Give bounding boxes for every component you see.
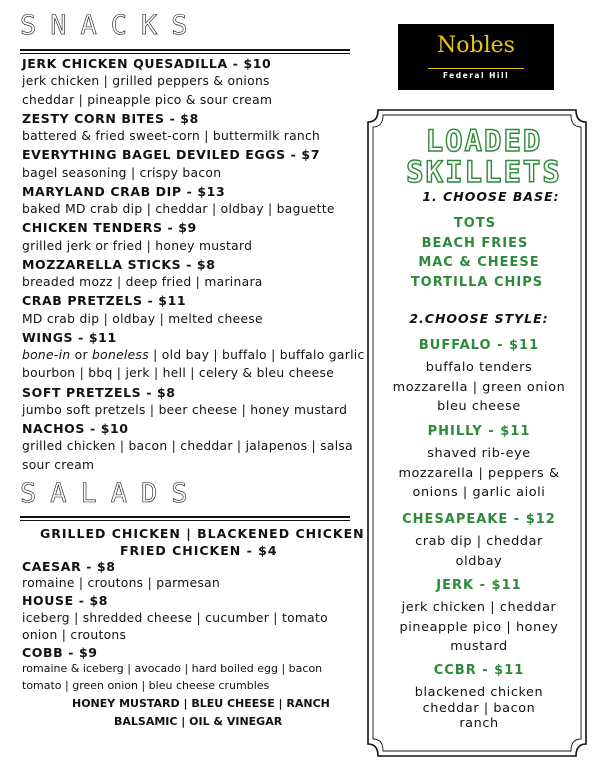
base-option: TOTS bbox=[453, 216, 497, 231]
salad-item-name: COBB - $9 bbox=[22, 645, 98, 660]
snack-description: cheddar | pineapple pico & sour cream bbox=[22, 92, 273, 107]
style-description: buffalo tenders bbox=[425, 360, 533, 375]
base-option: TORTILLA CHIPS bbox=[410, 275, 544, 290]
snack-description-part: bone-in bbox=[22, 348, 71, 362]
snack-description: bourbon | bbq | jerk | hell | celery & bleu cheese bbox=[22, 366, 335, 381]
logo-subtitle: Federal Hill bbox=[442, 71, 510, 80]
snack-item-name: MARYLAND CRAB DIP - $13 bbox=[22, 183, 226, 199]
snack-item-name: WINGS - $11 bbox=[22, 329, 117, 345]
style-name: JERK - $11 bbox=[436, 578, 522, 593]
skillets-title-line-1: LOADED bbox=[425, 124, 543, 158]
snack-description: breaded mozz | deep fried | marinara bbox=[22, 275, 263, 289]
salad-description: romaine | croutons | parmesan bbox=[22, 576, 221, 591]
snack-description: jerk chicken | grilled peppers & onions bbox=[22, 74, 270, 89]
snack-item-name: MOZZARELLA STICKS - $8 bbox=[22, 256, 216, 272]
snack-item-name: CHICKEN TENDERS - $9 bbox=[22, 220, 197, 236]
salad-protein-line-1: GRILLED CHICKEN | BLACKENED CHICKEN bbox=[40, 526, 365, 541]
style-description: ranch bbox=[459, 716, 499, 731]
style-description: crab dip | cheddar bbox=[415, 534, 543, 549]
snack-item-name: ZESTY CORN BITES - $8 bbox=[22, 110, 199, 126]
base-option: BEACH FRIES bbox=[421, 236, 529, 251]
snack-item-name: NACHOS - $10 bbox=[22, 421, 129, 436]
snack-description: baked MD crab dip | cheddar | oldbay | baguette bbox=[22, 202, 335, 216]
style-name: PHILLY - $11 bbox=[427, 424, 531, 439]
style-description: bleu cheese bbox=[437, 399, 521, 414]
step-choose-style: 2.CHOOSE STYLE: bbox=[409, 311, 549, 326]
snack-description-part: or bbox=[70, 348, 93, 362]
snack-item-name: EVERYTHING BAGEL DEVILED EGGS - $7 bbox=[22, 147, 320, 163]
style-description: blackened chicken bbox=[414, 685, 544, 700]
snack-item-name: CRAB PRETZELS - $11 bbox=[22, 293, 187, 309]
style-description: shaved rib-eye bbox=[427, 446, 531, 461]
salads-divider bbox=[20, 516, 350, 518]
step-choose-base: 1. CHOOSE BASE: bbox=[422, 189, 560, 204]
base-option: MAC & CHEESE bbox=[418, 255, 540, 270]
snack-description: grilled jerk or fried | honey mustard bbox=[22, 238, 253, 253]
style-name: BUFFALO - $11 bbox=[418, 338, 540, 353]
salads-divider-2 bbox=[20, 520, 350, 521]
snack-description: MD crab dip | oldbay | melted cheese bbox=[22, 311, 263, 326]
logo-name: Nobles bbox=[437, 33, 515, 58]
snack-description: sour cream bbox=[22, 457, 95, 472]
snack-description: battered & fried sweet-corn | buttermilk ranch bbox=[22, 129, 321, 143]
salad-description: tomato | green onion | bleu cheese crumbles bbox=[22, 678, 270, 692]
style-description: oldbay bbox=[455, 553, 503, 569]
dressings-line-2: BALSAMIC | OIL & VINEGAR bbox=[114, 715, 283, 728]
salads-title: SALADS bbox=[20, 478, 202, 509]
snack-description-part: boneless bbox=[92, 348, 149, 362]
snack-item-name: JERK CHICKEN QUESADILLA - $10 bbox=[22, 56, 272, 71]
snacks-title: SNACKS bbox=[20, 10, 202, 41]
skillets-title-line-2: SKILLETS bbox=[406, 155, 562, 189]
dressings-line-1: HONEY MUSTARD | BLEU CHEESE | RANCH bbox=[72, 697, 330, 710]
salad-description: romaine & iceberg | avocado | hard boiled egg | bacon bbox=[22, 662, 323, 676]
style-description: pineapple pico | honey bbox=[399, 619, 559, 635]
snack-description-part: | old bay | buffalo | buffalo garlic bbox=[148, 348, 365, 362]
salad-description: iceberg | shredded cheese | cucumber | tomato bbox=[22, 610, 328, 625]
snack-description: grilled chicken | bacon | cheddar | jalapenos | salsa bbox=[22, 439, 353, 454]
snack-description: jumbo soft pretzels | beer cheese | honey mustard bbox=[22, 402, 348, 417]
style-description: mozzarella | peppers & bbox=[398, 465, 560, 481]
salad-item-name: CAESAR - $8 bbox=[22, 559, 116, 574]
nobles-logo bbox=[398, 24, 554, 90]
logo-rule bbox=[428, 68, 524, 69]
style-description: mustard bbox=[450, 639, 508, 654]
salad-description: onion | croutons bbox=[22, 627, 127, 642]
snack-item-name: SOFT PRETZELS - $8 bbox=[22, 384, 176, 400]
snacks-divider bbox=[20, 49, 350, 51]
salad-item-name: HOUSE - $8 bbox=[22, 593, 109, 609]
style-name: CHESAPEAKE - $12 bbox=[402, 512, 556, 527]
snacks-divider-2 bbox=[20, 53, 350, 54]
salad-protein-line-2: FRIED CHICKEN - $4 bbox=[120, 543, 278, 558]
style-description: onions | garlic aioli bbox=[412, 485, 546, 500]
snack-description: bagel seasoning | crispy bacon bbox=[22, 165, 222, 180]
style-name: CCBR - $11 bbox=[433, 663, 525, 678]
style-description: jerk chicken | cheddar bbox=[401, 600, 557, 615]
style-description: mozzarella | green onion bbox=[392, 379, 566, 395]
style-description: cheddar | bacon bbox=[422, 700, 536, 716]
snack-description bbox=[22, 348, 365, 362]
